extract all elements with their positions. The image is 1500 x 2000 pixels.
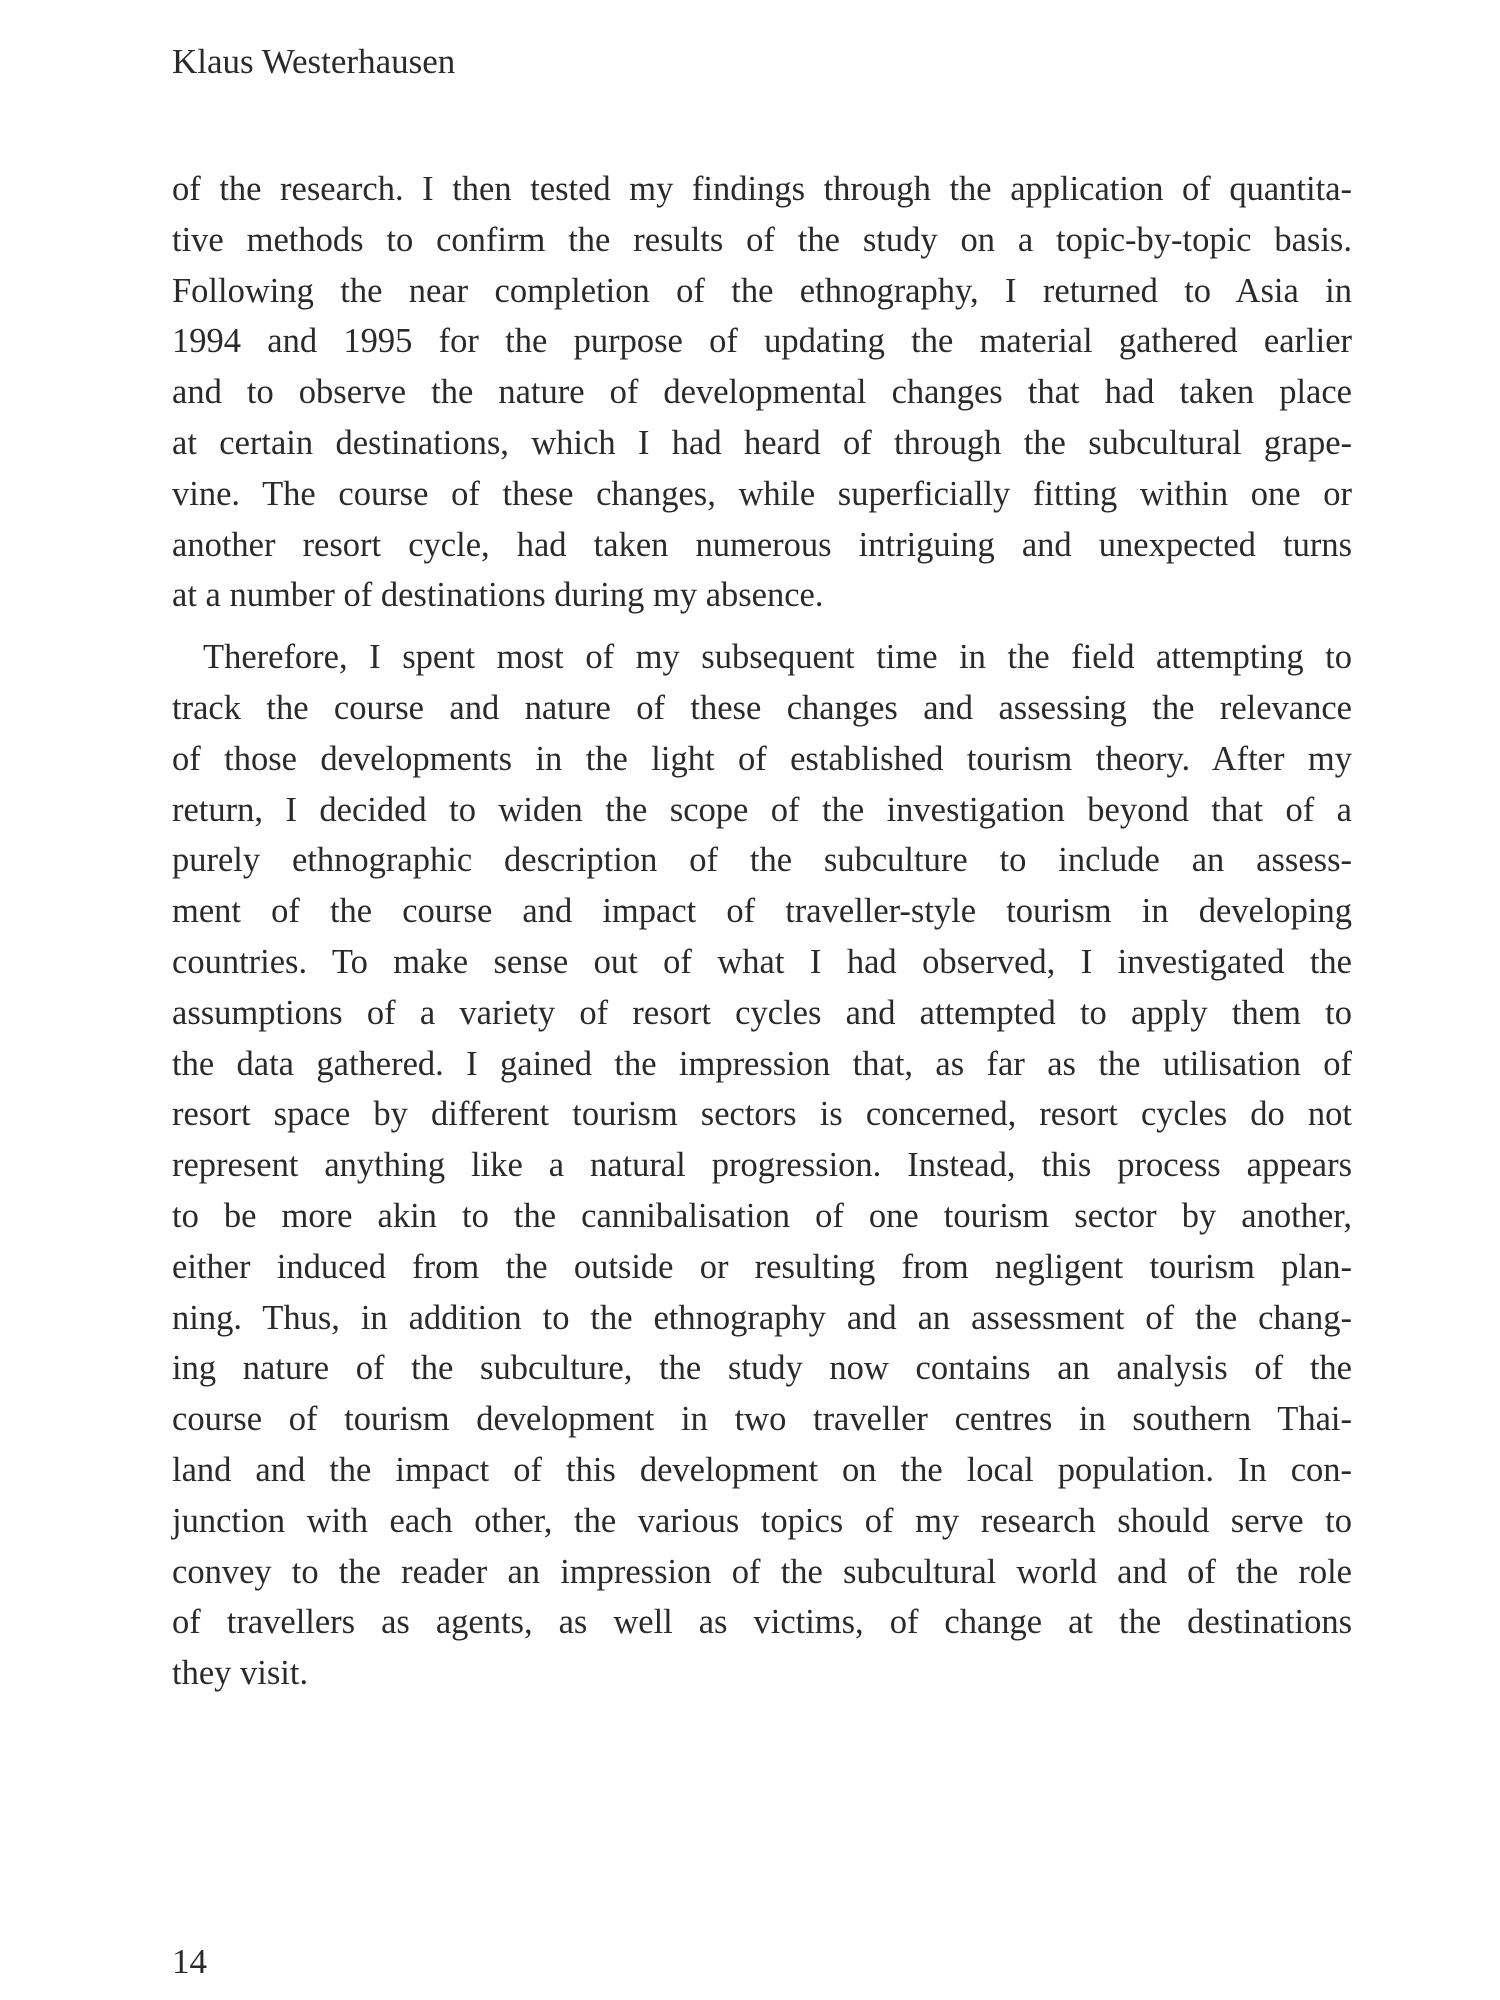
text-line: tive methods to confirm the results of the study on a topic-by-topic basis. bbox=[172, 220, 1352, 259]
text-line: Following the near completion of the ethnography, I returned to Asia in bbox=[172, 271, 1352, 310]
text-line: ment of the course and impact of traveller-style tourism in developing bbox=[172, 892, 1352, 931]
text-line: Therefore, I spent most of my subsequent time in the field attempting to bbox=[203, 638, 1352, 677]
text-line: 1994 and 1995 for the purpose of updating the material gathered earlier bbox=[172, 322, 1352, 361]
text-line: at certain destinations, which I had heard of through the subcultural grape- bbox=[172, 423, 1352, 462]
text-line: either induced from the outside or resulting from negligent tourism plan- bbox=[172, 1247, 1352, 1286]
text-line: track the course and nature of these changes and assessing the relevance bbox=[172, 688, 1352, 727]
text-line: the data gathered. I gained the impression that, as far as the utilisation of bbox=[172, 1044, 1352, 1083]
text-line: return, I decided to widen the scope of the investigation beyond that of a bbox=[172, 790, 1352, 829]
text-line: convey to the reader an impression of the subcultural world and of the role bbox=[172, 1552, 1352, 1591]
body-text bbox=[172, 164, 1352, 1699]
text-line: represent anything like a natural progression. Instead, this process appears bbox=[172, 1146, 1352, 1185]
text-line: purely ethnographic description of the subculture to include an assess- bbox=[172, 841, 1352, 880]
text-line: land and the impact of this development on the local population. In con- bbox=[172, 1450, 1352, 1489]
text-line: to be more akin to the cannibalisation of one tourism sector by another, bbox=[172, 1196, 1352, 1235]
text-line: course of tourism development in two traveller centres in southern Thai- bbox=[172, 1400, 1352, 1439]
running-head: Klaus Westerhausen bbox=[172, 42, 456, 81]
text-line: countries. To make sense out of what I had observed, I investigated the bbox=[172, 942, 1352, 981]
text-line: junction with each other, the various topics of my research should serve to bbox=[172, 1501, 1352, 1540]
text-line: and to observe the nature of developmental changes that had taken place bbox=[172, 373, 1352, 412]
text-line: at a number of destinations during my absence. bbox=[172, 576, 824, 615]
paragraph bbox=[172, 632, 1352, 1699]
text-line: another resort cycle, had taken numerous intriguing and unexpected turns bbox=[172, 525, 1352, 564]
text-line: ing nature of the subculture, the study now contains an analysis of the bbox=[172, 1349, 1352, 1388]
text-line: ning. Thus, in addition to the ethnography and an assessment of the chang- bbox=[172, 1298, 1352, 1337]
text-line: of the research. I then tested my findings through the application of quantita- bbox=[172, 170, 1352, 208]
text-line: they visit. bbox=[172, 1654, 309, 1693]
page-number: 14 bbox=[172, 1942, 207, 1981]
text-line: assumptions of a variety of resort cycles and attempted to apply them to bbox=[172, 993, 1352, 1032]
text-line: of those developments in the light of established tourism theory. After my bbox=[172, 739, 1352, 778]
text-line: of travellers as agents, as well as victims, of change at the destinations bbox=[172, 1603, 1352, 1642]
paragraph bbox=[172, 164, 1352, 621]
text-line: vine. The course of these changes, while superficially fitting within one or bbox=[172, 474, 1352, 513]
text-line: resort space by different tourism sectors is concerned, resort cycles do not bbox=[172, 1095, 1352, 1134]
